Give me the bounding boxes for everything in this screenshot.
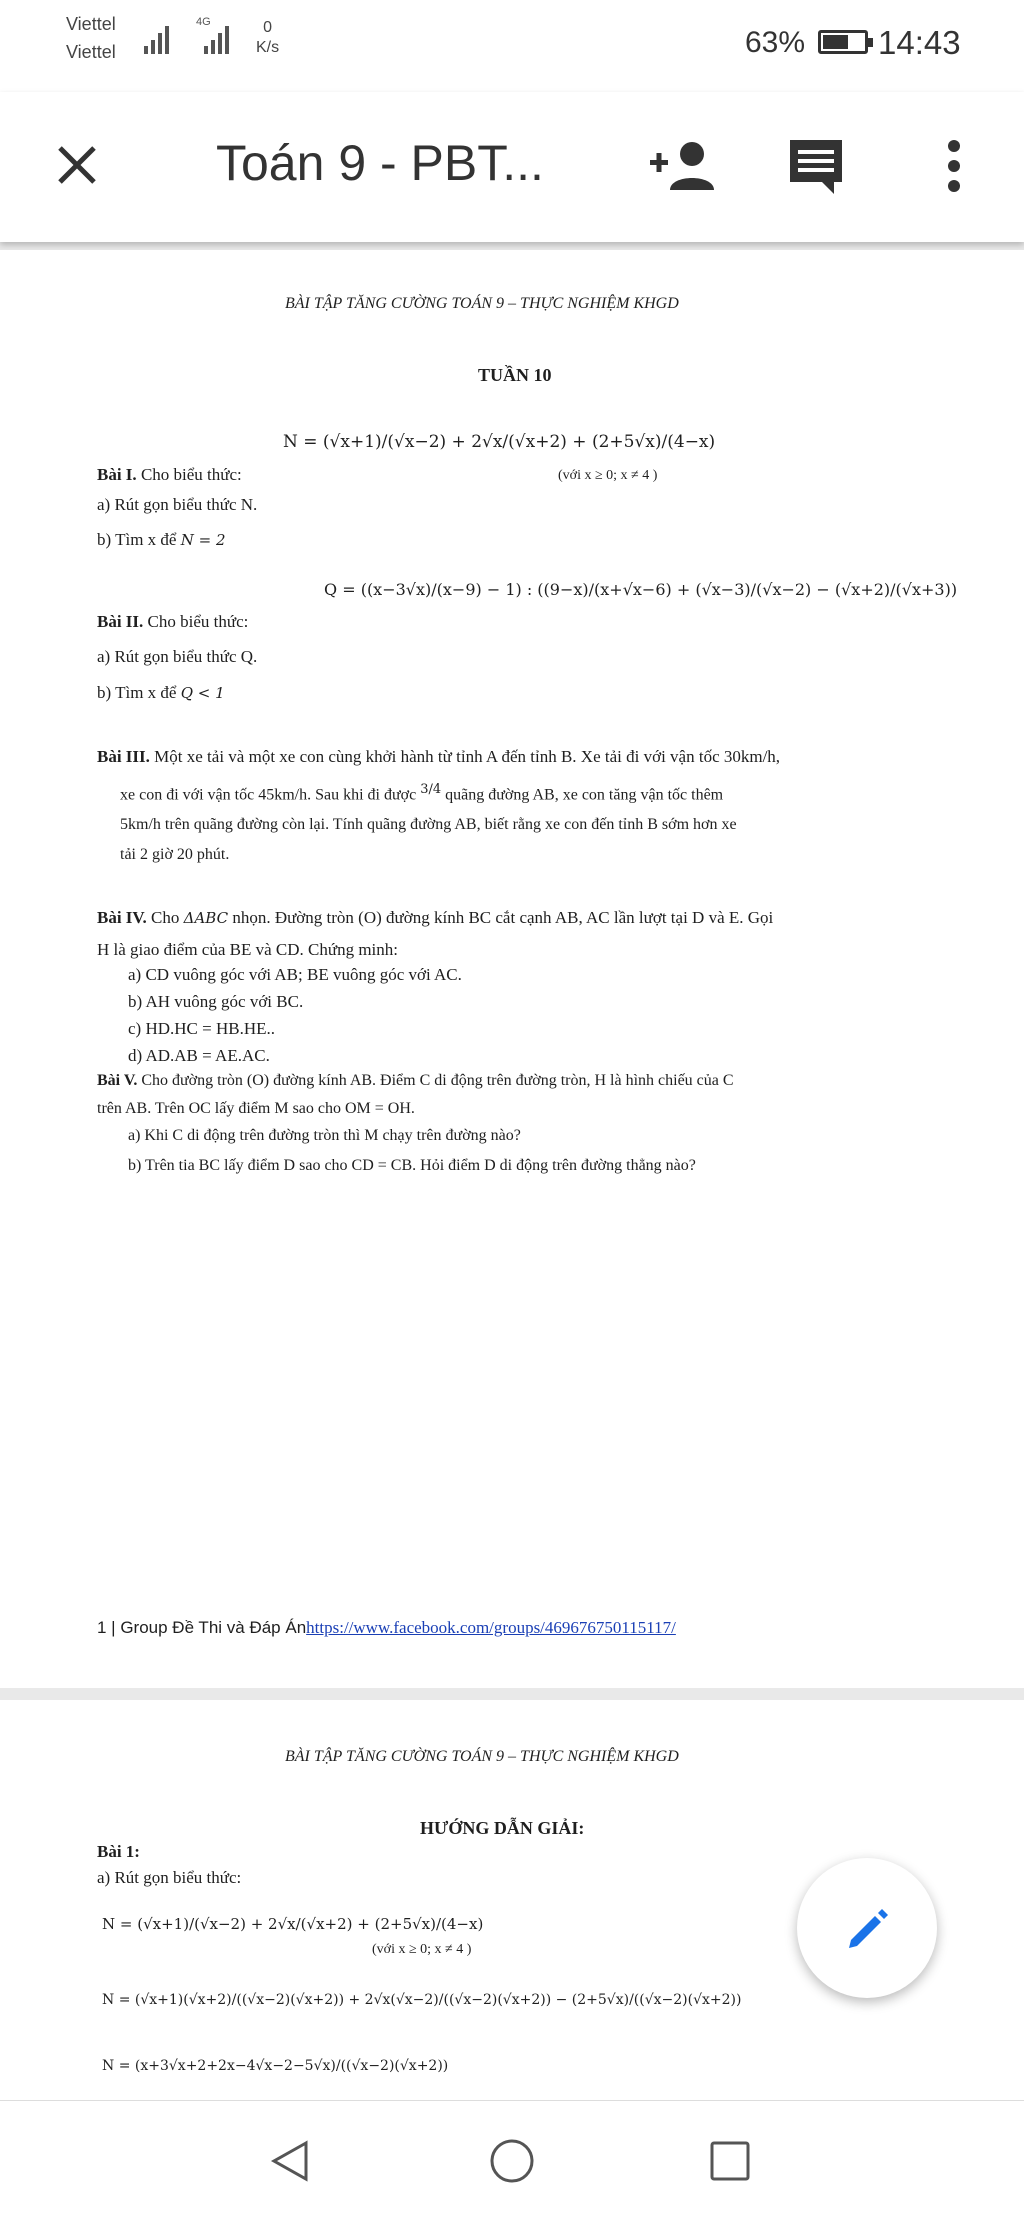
page2-title: HƯỚNG DẪN GIẢI: <box>420 1818 585 1838</box>
bai1-part-a: a) Rút gọn biểu thức N. <box>97 495 258 514</box>
more-vert-icon[interactable] <box>942 138 966 194</box>
page2-eq1: N = (√x+1)/(√x−2) + 2√x/(√x+2) + (2+5√x)/(4−x) <box>102 1915 484 1933</box>
bai3-line2: xe con đi với vận tốc 45km/h. Sau khi đi được $^{3/4}$ quãng đường AB, xe con tăng vận tốc thêm <box>120 782 724 804</box>
clock: 14:43 <box>878 24 961 61</box>
footer-link[interactable]: https://www.facebook.com/groups/469676750115117/ <box>306 1618 676 1637</box>
page2-bai: Bài 1: <box>97 1842 140 1861</box>
bai2-part-a: a) Rút gọn biểu thức Q. <box>97 647 258 666</box>
bai3-line1: Bài III. Một xe tải và một xe con cùng khởi hành từ tỉnh A đến tỉnh B. Xe tải đi với vận tốc 30km/h, <box>97 747 781 766</box>
status-bar <box>0 0 1024 92</box>
page-header: BÀI TẬP TĂNG CƯỜNG TOÁN 9 – THỰC NGHIỆM KHGD <box>285 295 679 312</box>
battery-icon <box>818 30 868 54</box>
bai4-line1: Bài IV. Cho ΔABC nhọn. Đường tròn (O) đường kính BC cắt cạnh AB, AC lần lượt tại D và E. Gọi <box>97 908 774 927</box>
page2-header: BÀI TẬP TĂNG CƯỜNG TOÁN 9 – THỰC NGHIỆM KHGD <box>285 1748 679 1765</box>
bai3-line3: 5km/h trên quãng đường còn lại. Tính quãng đường AB, biết rằng xe con đến tỉnh B sớm hơn xe <box>120 816 737 833</box>
page2-eq1-condition: (với x ≥ 0; x ≠ 4 ) <box>372 1942 472 1957</box>
close-icon[interactable] <box>54 142 100 188</box>
formula-q: Q = ((x−3√x)/(x−9) − 1) : ((9−x)/(x+√x−6) + (√x−3)/(√x−2) − (√x+2)/(√x+3)) <box>324 580 958 599</box>
bai4-item-b: b) AH vuông góc với BC. <box>128 992 304 1011</box>
navigation-bar <box>0 2100 1024 2218</box>
bai5-line1: Bài V. Cho đường tròn (O) đường kính AB. Điểm C di động trên đường tròn, H là hình chiếu của C <box>97 1072 734 1089</box>
recents-icon[interactable] <box>708 2139 752 2183</box>
week-title: TUẦN 10 <box>478 365 552 385</box>
bai4-item-c: c) HD.HC = HB.HE.. <box>128 1019 275 1038</box>
document-page-1[interactable] <box>0 250 1024 1688</box>
bai3-line4: tải 2 giờ 20 phút. <box>120 846 230 863</box>
app-bar <box>0 92 1024 242</box>
carrier-1: Viettel <box>66 14 116 34</box>
carrier-2: Viettel <box>66 42 116 62</box>
bai1-part-b: b) Tìm x để N = 2 <box>97 530 226 549</box>
bai4-item-d: d) AD.AB = AE.AC. <box>128 1046 270 1065</box>
bai5-item-a: a) Khi C di động trên đường tròn thì M chạy trên đường nào? <box>128 1127 521 1144</box>
network-speed: 0 K/s <box>256 19 280 56</box>
page2-part-a: a) Rút gọn biểu thức: <box>97 1868 242 1887</box>
condition-n: (với x ≥ 0; x ≠ 4 ) <box>558 468 658 483</box>
add-person-icon[interactable] <box>648 138 718 194</box>
back-icon[interactable] <box>268 2139 312 2183</box>
bai2-heading: Bài II. Cho biểu thức: <box>97 612 249 631</box>
bai5-line2: trên AB. Trên OC lấy điểm M sao cho OM = OH. <box>97 1100 415 1117</box>
page2-eq3: N = (x+3√x+2+2x−4√x−2−5√x)/((√x−2)(√x+2)) <box>102 2058 449 2074</box>
network-type: 4G <box>196 16 211 28</box>
page-footer: 1 | Group Đề Thi và Đáp Ánhttps://www.facebook.com/groups/469676750115117/ <box>97 1618 676 1637</box>
signal-icon-2 <box>200 20 240 56</box>
signal-icon <box>142 20 182 56</box>
edit-button[interactable] <box>797 1858 937 1998</box>
bai1-heading: Bài I. Cho biểu thức: <box>97 465 242 484</box>
comment-icon[interactable] <box>786 136 846 198</box>
formula-n: N = (√x+1)/(√x−2) + 2√x/(√x+2) + (2+5√x)/(4−x) <box>283 432 716 452</box>
document-title: Toán 9 - PBT... <box>216 135 544 191</box>
bai4-item-a: a) CD vuông góc với AB; BE vuông góc với AC. <box>128 965 462 984</box>
bai4-line2: H là giao điểm của BE và CD. Chứng minh: <box>97 940 399 959</box>
home-icon[interactable] <box>488 2137 536 2185</box>
edit-pencil-icon <box>845 1906 891 1952</box>
bai5-item-b: b) Trên tia BC lấy điểm D sao cho CD = CB. Hỏi điểm D di động trên đường thẳng nào? <box>128 1157 696 1174</box>
page2-eq2: N = (√x+1)(√x+2)/((√x−2)(√x+2)) + 2√x(√x−2)/((√x−2)(√x+2)) − (2+5√x)/((√x−2)(√x+2)) <box>102 1992 742 2008</box>
bai2-part-b: b) Tìm x để Q < 1 <box>97 683 225 702</box>
battery-percent: 63% <box>745 26 806 59</box>
